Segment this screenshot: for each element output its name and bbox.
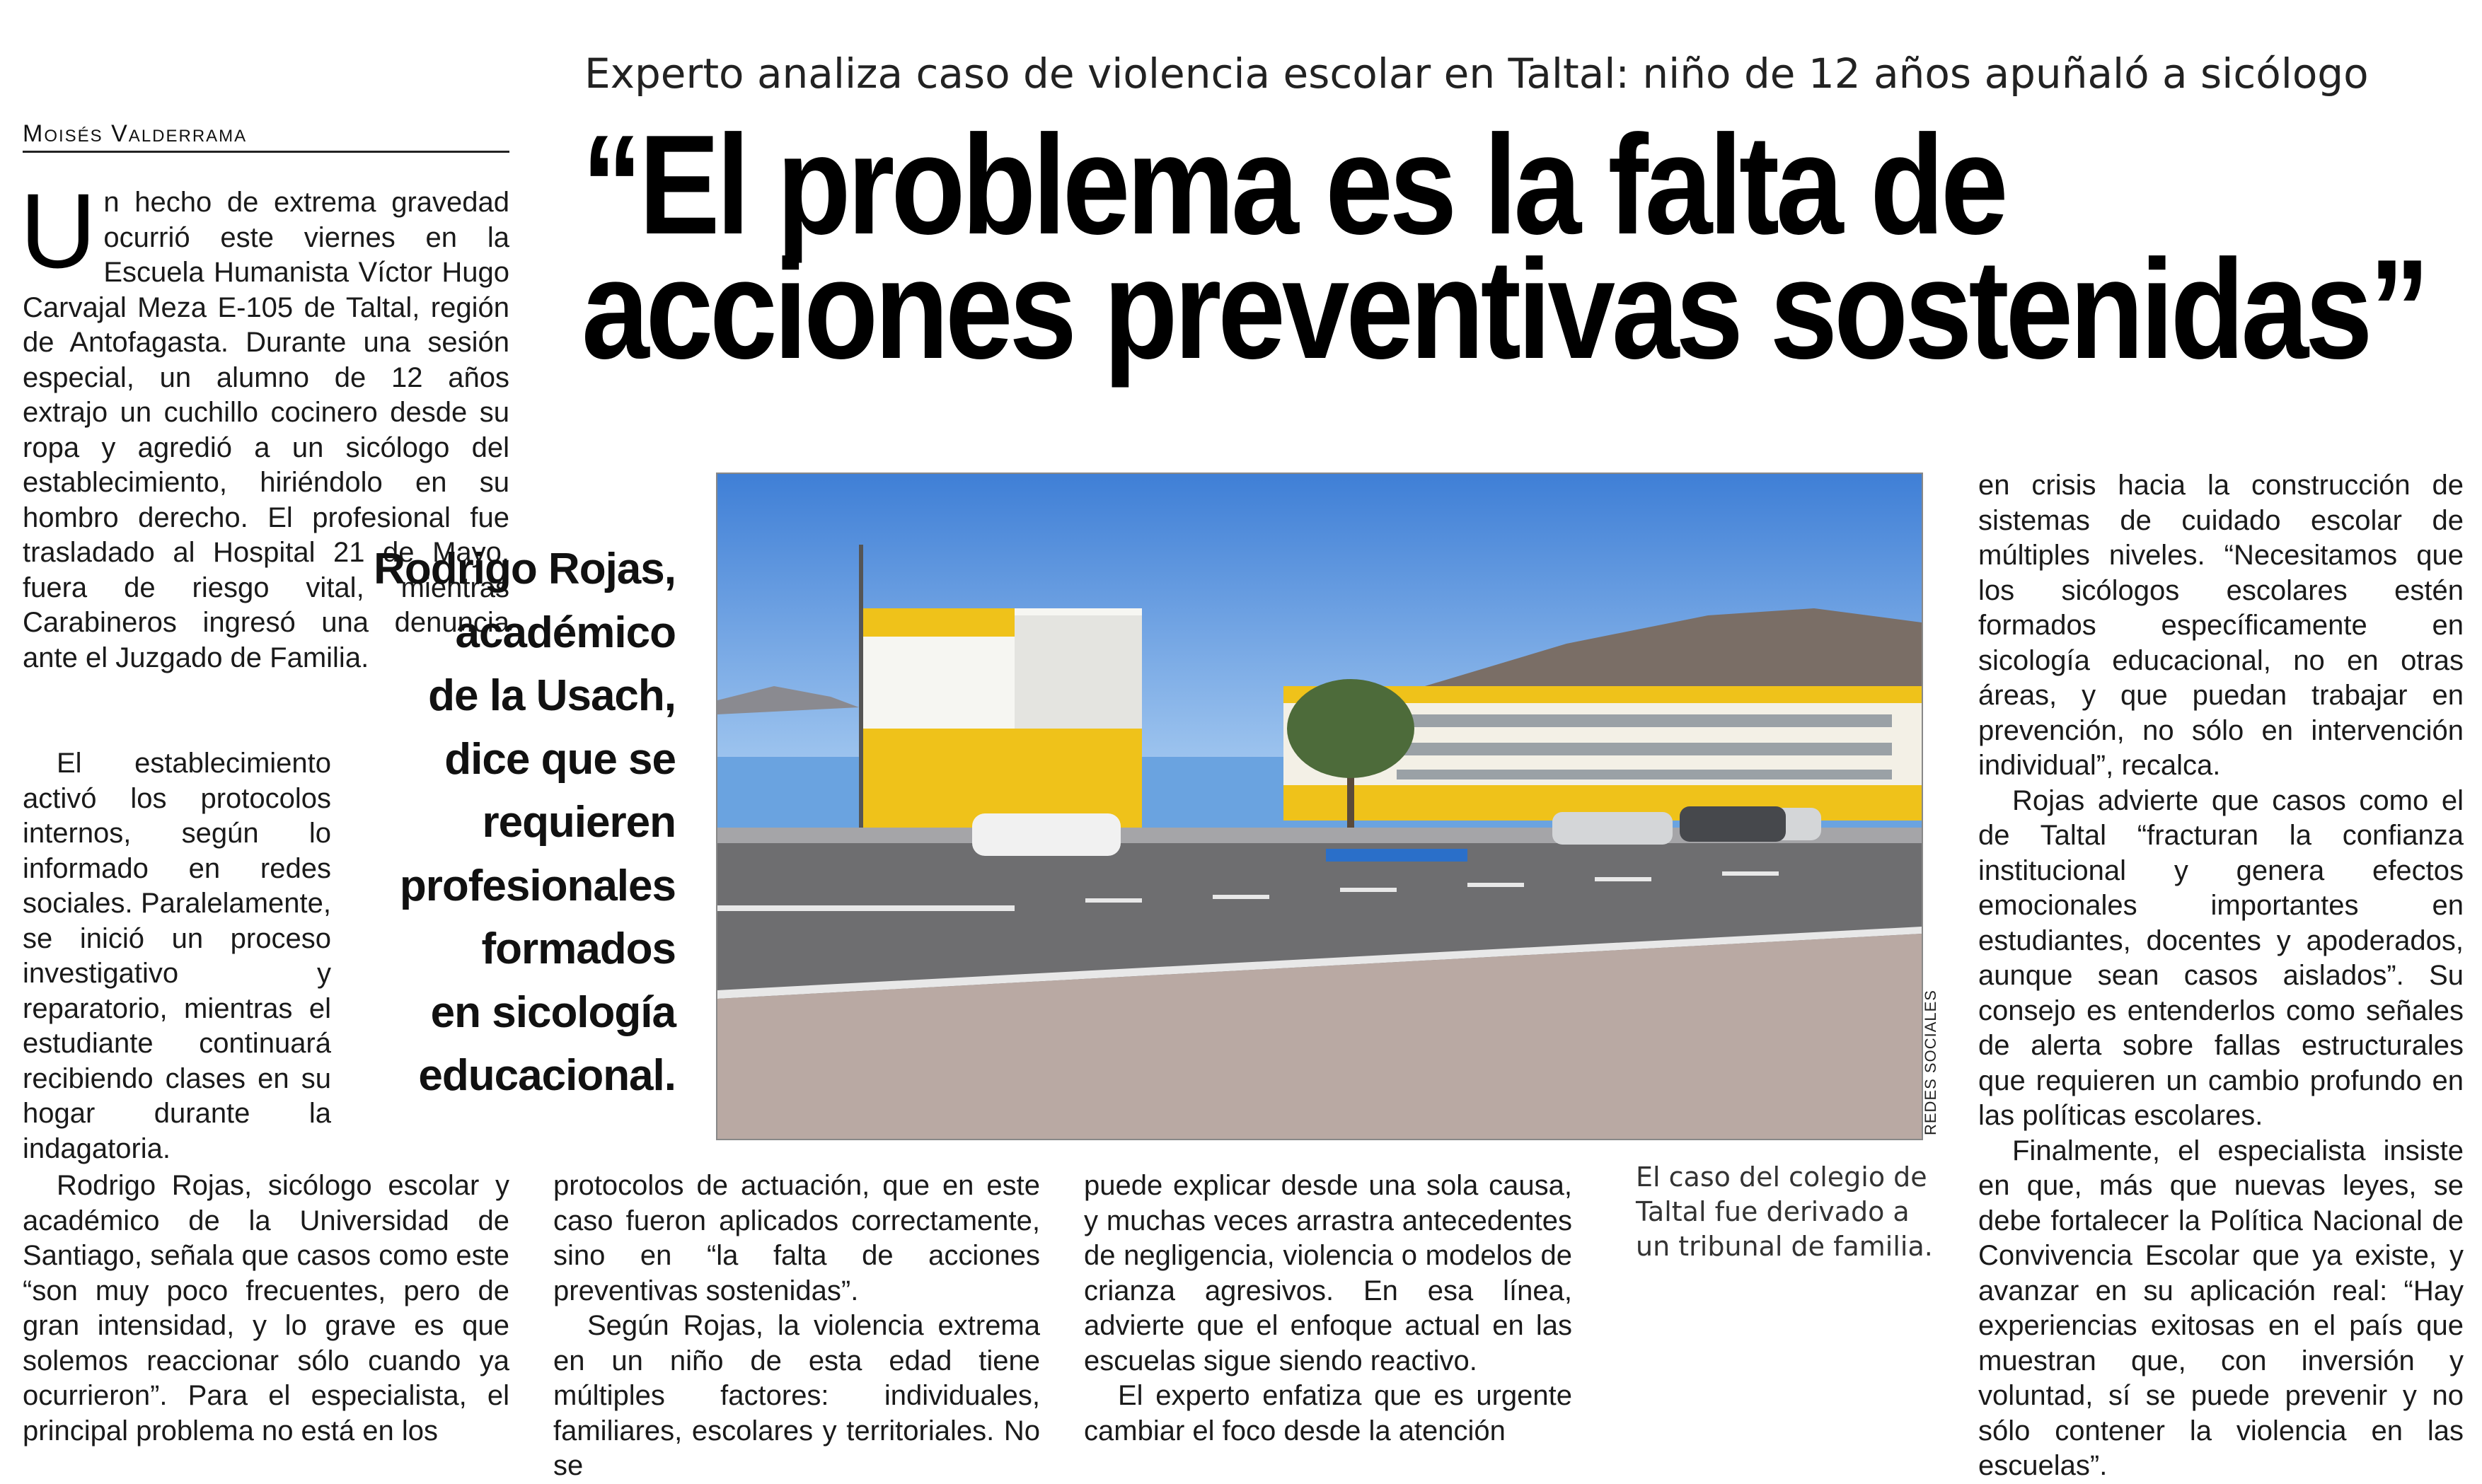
paragraph-protocols: El establecimiento activó los protocolos internos, según lo informado en redes sociales. Paralelamente, se inició un proceso investigativo y reparatorio, mientras el estudiante continuará recibiendo clases en su hogar durante la indagatoria. (23, 748, 331, 1164)
pull-quote-line: Rodrigo Rojas, (374, 545, 676, 593)
school-photo-illustration (717, 474, 1922, 1139)
article-column-1-bottom (23, 1169, 509, 1449)
pull-quote (354, 538, 676, 1108)
kicker: Experto analiza caso de violencia escolar en Taltal: niño de 12 años apuñaló a sicólogo (584, 50, 2369, 98)
article-column-2 (553, 1169, 1040, 1484)
headline-line-2: acciones preventivas sostenidas” (582, 231, 2427, 388)
pull-quote-line: profesionales (399, 861, 676, 910)
paragraph-causes: puede explicar desde una sola causa, y muchas veces arrastra antecedentes de negligencia, violencia o modelos de crianza agresivos. En esa línea, advierte que el enfoque actual en las escuelas sigue siendo reactivo. (1084, 1170, 1572, 1376)
lead-text: n hecho de extrema gravedad ocurrió este viernes en la Escuela Humanista Víctor Hugo Carvajal Meza E-105 de Taltal, región de Antofagasta. Durante una sesión especial, un alumno de 12 años extrajo un cuchillo cocinero desde su ropa y agredió a un sicólogo del establecimiento, hiriéndolo en su hombro derecho. El profesional fue trasladado al Hospital 21 de Mayo, fuera de riesgo vital, mientras Carabineros ingresó una denuncia ante el Juzgado de Familia. (23, 187, 509, 673)
pull-quote-line: educacional. (418, 1051, 676, 1100)
paragraph-protocols-applied: protocolos de actuación, que en este caso fueron aplicados correctamente, sino en “la falta de acciones preventivas sostenidas”. (553, 1170, 1040, 1306)
paragraph-care-systems: en crisis hacia la construcción de sistemas de cuidado escolar de múltiples niveles. “Necesitamos que los sicólogos escolares estén formados específicamente en sicología educacional, no en otras áreas, y que puedan trabajar en prevención, no sólo en intervención individual”, recalca. (1978, 470, 2464, 781)
photo-credit: REDES SOCIALES (1922, 990, 1939, 1135)
school-photo (716, 473, 1923, 1140)
article-column-1-wrap (23, 746, 331, 1166)
pull-quote-line: requieren (482, 798, 676, 847)
headline (582, 106, 2427, 388)
pull-quote-line: de la Usach, (428, 671, 676, 720)
paragraph-rojas-intro: Rodrigo Rojas, sicólogo escolar y académico de la Universidad de Santiago, señala que casos como este “son muy poco frecuentes, pero de gran intensidad, y lo grave es que solemos reaccionar sólo cuando ya ocurrieron”. Para el especialista, el principal problema no está en los (23, 1170, 509, 1447)
paragraph-conclusion: Finalmente, el especialista insiste en que, más que nuevas leyes, se debe fortalecer la Política Nacional de Convivencia Escolar que ya existe, y avanzar en su aplicación real: “Hay experiencias exitosas en el país que muestran que, con inversión y voluntad, sí se puede prevenir y no sólo contener la violencia en las escuelas”. (1978, 1135, 2464, 1481)
pull-quote-line: académico (455, 608, 676, 657)
paragraph-urgent-focus: El experto enfatiza que es urgente cambiar el foco desde la atención (1084, 1380, 1572, 1447)
photo-caption (1636, 1160, 1933, 1264)
pull-quote-line: dice que se (444, 734, 676, 784)
byline: Moisés Valderrama (23, 120, 509, 153)
article-column-3 (1084, 1169, 1572, 1449)
caption-line-1: El caso del colegio de (1636, 1161, 1927, 1193)
pull-quote-line: formados (481, 924, 676, 973)
headline-line-1: “El problema es la falta de (582, 106, 2005, 264)
paragraph-violence-factors: Según Rojas, la violencia extrema en un niño de esta edad tiene múltiples factores: individuales, familiares, escolares y territoriales. No se (553, 1310, 1040, 1481)
caption-line-3: un tribunal de familia. (1636, 1231, 1933, 1262)
dropcap: U (20, 171, 97, 290)
article-column-4 (1978, 468, 2464, 1484)
caption-line-2: Taltal fue derivado a (1636, 1196, 1910, 1227)
pull-quote-line: en sicología (430, 987, 676, 1037)
paragraph-trust: Rojas advierte que casos como el de Taltal “fracturan la confianza institucional y genera efectos emocionales importantes en estudiantes, docentes y apoderados, aunque sean casos aislados”. Su consejo es entenderlos como señales de alerta sobre fallas estructurales que requieren un cambio profundo en las políticas escolares. (1978, 784, 2464, 1131)
